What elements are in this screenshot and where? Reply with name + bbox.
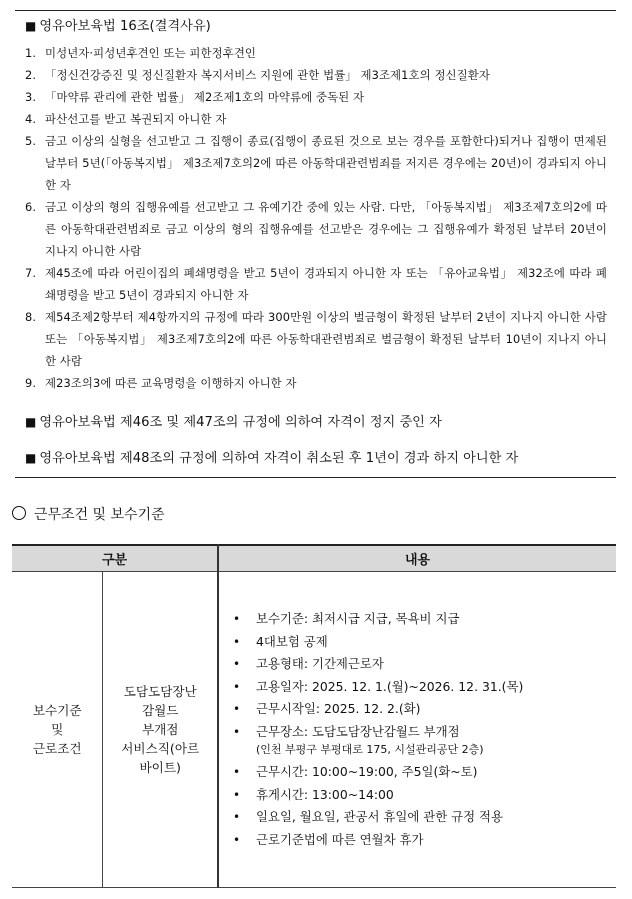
table-row: [12, 572, 616, 888]
conditions-table: [12, 544, 616, 888]
list-item: 4. 파산선고를 받고 복권되지 아니한 자: [25, 112, 227, 126]
list-item: 8. 제54조제2항부터 제4항까지의 규정에 따라 300만원 이상의 벌금형이 확정된 날부터 2년이 지나지 아니한 사람 또는 「아동복지법」 제3조제7호의2에 따른 아동학대관련범죄로 벌금형이 확정된 날부터 10년이 지나지 아니한 사람: [25, 310, 607, 368]
list-item: 1. 미성년자·피성년후견인 또는 피한정후견인: [25, 46, 257, 60]
disqualification-list: [25, 42, 607, 394]
qualification-heading: [25, 17, 211, 36]
list-item: • 고용형태: 기간제근로자: [233, 653, 616, 676]
content-cell: [218, 572, 616, 888]
list-item: • 보수기준: 최저시급 지급, 목욕비 지급: [233, 608, 616, 631]
square-bullet: ■: [25, 415, 37, 429]
list-item: 2. 「정신건강증진 및 정신질환자 복지서비스 지원에 관한 법률」 제3조제1호의 정신질환자: [25, 68, 490, 82]
list-item: 7. 제45조에 따라 어린이집의 폐쇄명령을 받고 5년이 경과되지 아니한 자 또는 「유아교육법」 제32조에 따라 폐쇄명령을 받고 5년이 경과되지 아니한 자: [25, 266, 607, 302]
square-bullet: ■: [25, 19, 37, 33]
top-rule: [15, 10, 616, 11]
list-item: • 근무시간: 10:00~19:00, 주5일(화~토): [233, 761, 616, 784]
list-item: • 고용일자: 2025. 12. 1.(월)~2026. 12. 31.(목): [233, 676, 616, 699]
list-item: • 일요일, 월요일, 관공서 휴일에 관한 규정 적용: [233, 806, 616, 829]
list-item: 6. 금고 이상의 형의 집행유예를 선고받고 그 유예기간 중에 있는 사람. 다만, 「아동복지법」 제3조제7호의2에 따른 아동학대관련범죄로 금고 이상의 형의 집행유예를 선고받은 경우에는 그 집행유예가 확정된 날부터 20년이 지나지 아니한 사람: [25, 200, 607, 258]
header-content: 내용: [218, 545, 616, 572]
list-item: • 근무장소: 도담도담장난감월드 부개점: [233, 721, 616, 744]
circle-bullet-icon: [12, 506, 26, 520]
suspension-note: ■ 영유아보육법 제46조 및 제47조의 규정에 의하여 자격이 정지 중인 자: [25, 415, 442, 430]
section-title: 근무조건 및 보수기준: [34, 507, 165, 523]
bottom-rule: [15, 477, 616, 478]
list-item: • 4대보험 공제: [233, 631, 616, 654]
list-item: 9. 제23조의3에 따른 교육명령을 이행하지 아니한 자: [25, 376, 297, 390]
square-bullet: ■: [25, 451, 37, 465]
location-note: (인천 부평구 부평대로 175, 시설관리공단 2층): [256, 743, 484, 756]
position-cell: 도담도담장난 감월드 부개점 서비스직(아르 바이트): [103, 572, 218, 888]
list-item: • 휴게시간: 13:00~14:00: [233, 784, 616, 807]
list-item: • 근무시작일: 2025. 12. 2.(화): [233, 698, 616, 721]
cancellation-note: ■ 영유아보육법 제48조의 규정에 의하여 자격이 취소된 후 1년이 경과 하지 아니한 자: [25, 451, 519, 466]
list-item: 5. 금고 이상의 실형을 선고받고 그 집행이 종료(집행이 종료된 것으로 보는 경우를 포함한다)되거나 집행이 면제된 날부터 5년(「아동복지법」 제3조제7호의2에 따른 아동학대관련범죄를 저지른 경우에는 20년)이 경과되지 아니한 자: [25, 134, 607, 192]
header-category: 구분: [12, 545, 218, 572]
table-header-row: [12, 545, 616, 572]
section-heading: [12, 505, 165, 525]
list-item: • 근로기준법에 따른 연월차 휴가: [233, 829, 616, 852]
conditions-list: [233, 608, 616, 851]
category-cell: 보수기준 및 근로조건: [12, 572, 103, 888]
list-item: 3. 「마약류 관리에 관한 법률」 제2조제1호의 마약류에 중독된 자: [25, 90, 365, 104]
qualification-title: 영유아보육법 16조(결격사유): [39, 19, 211, 34]
